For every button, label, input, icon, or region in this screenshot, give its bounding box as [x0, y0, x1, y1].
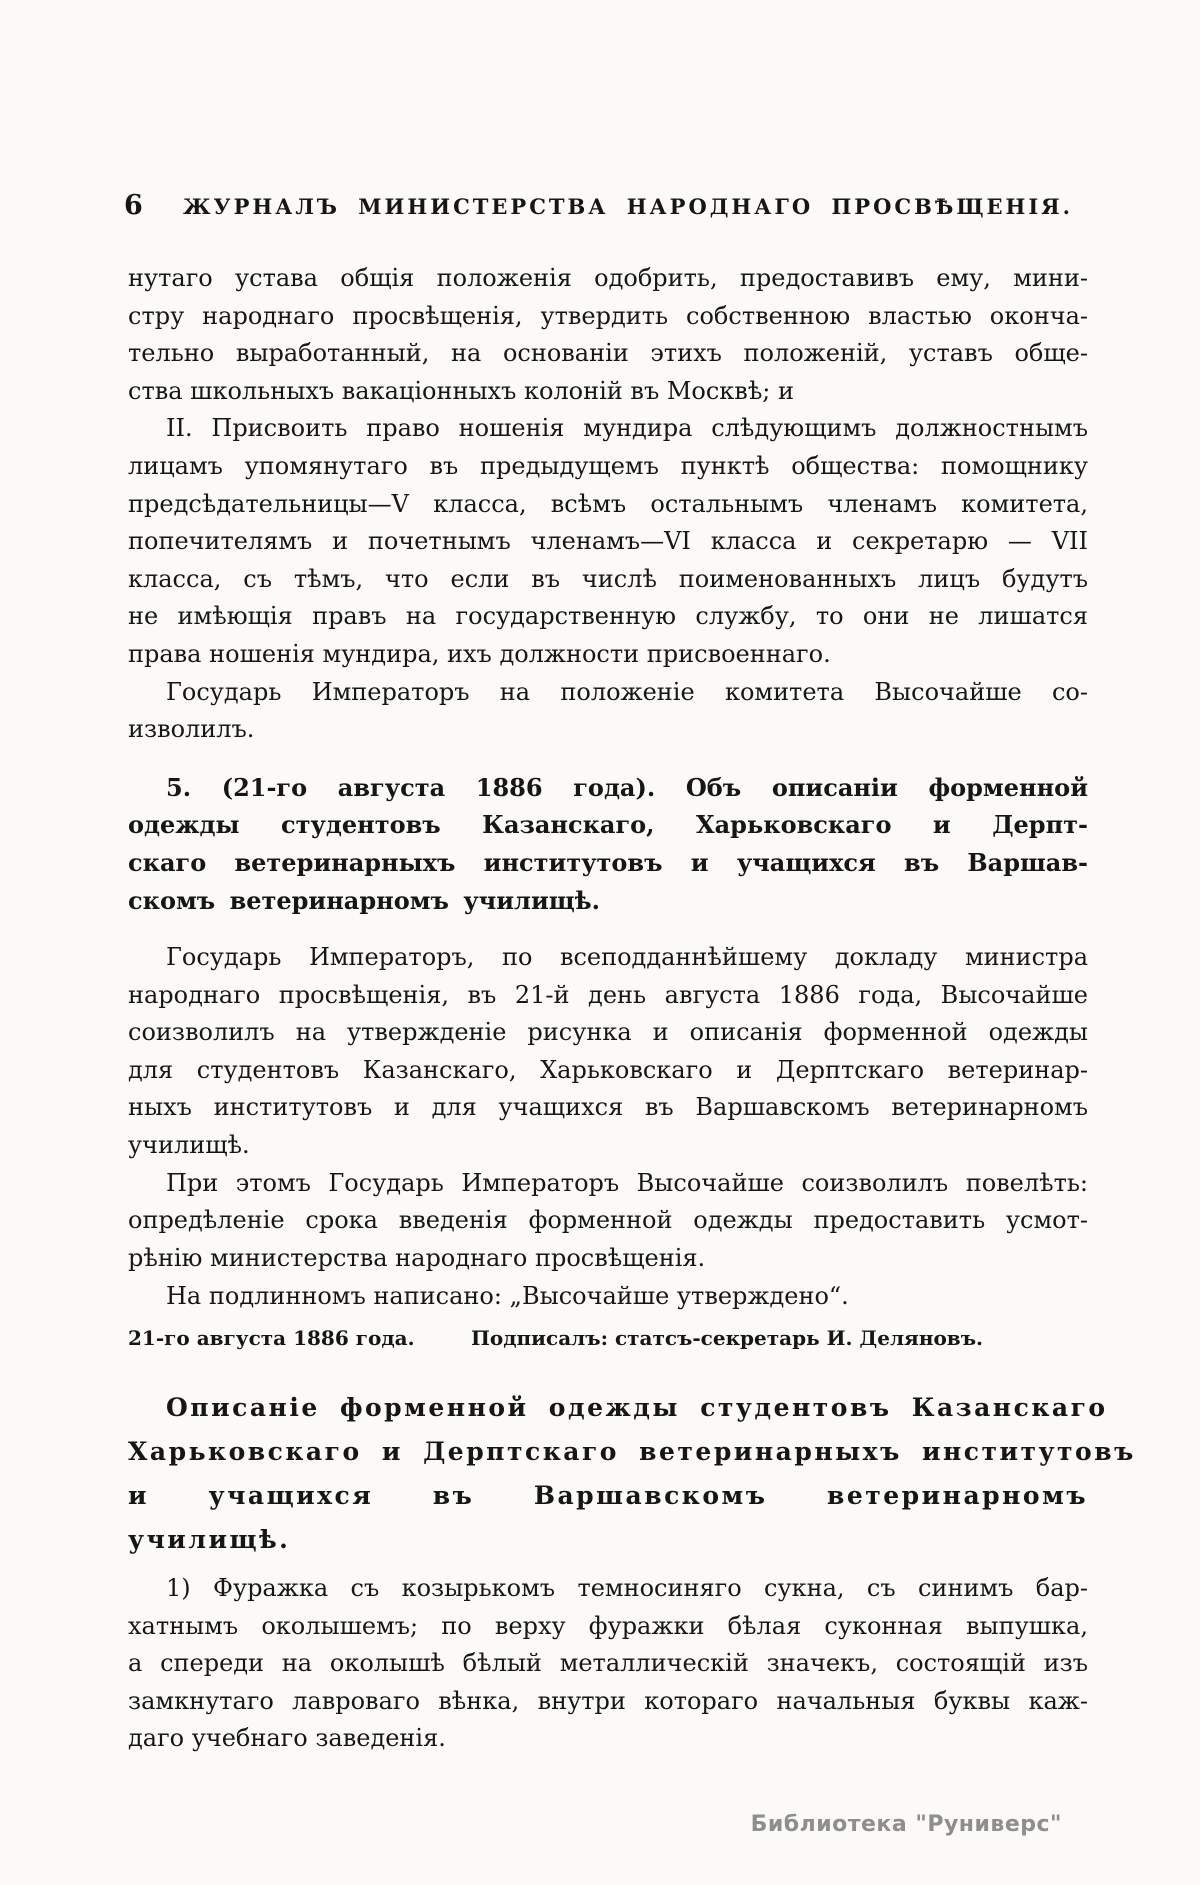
text-line: Описаніе форменной одежды студентовъ Казанскаго: [166, 1393, 1108, 1423]
paragraph-term-determination: [128, 1165, 1088, 1278]
paragraph-original-inscription: [128, 1278, 1088, 1316]
text-line: изволилъ.: [128, 715, 255, 744]
text-line: а спереди на околышѣ бѣлый металлическій значекъ, состоящій изъ: [128, 1649, 1088, 1678]
text-line: Государь Императоръ на положеніе комитета Высочайше со-: [166, 677, 1088, 706]
text-line: Харьковскаго и Дерптскаго ветеринарныхъ институтовъ: [128, 1437, 1136, 1467]
text-line: попечителямъ и почетнымъ членамъ—VI класса и секретарю — VII: [128, 527, 1088, 556]
text-line: соизволилъ на утвержденіе рисунка и описанія форменной одежды: [128, 1018, 1088, 1047]
signature-date: 21-го августа 1886 года.: [128, 1326, 415, 1351]
signature-name: Подписалъ: статсъ-секретарь И. Деляновъ.: [470, 1326, 983, 1351]
text-line: класса, съ тѣмъ, что если въ числѣ поименованныхъ лицъ будутъ: [128, 564, 1088, 593]
heading-uniform-description: [128, 1386, 1136, 1562]
paragraph-decree-item-2: [128, 410, 1088, 673]
text-line: стру народнаго просвѣщенія, утвердить собственною властью оконча-: [128, 301, 1088, 330]
page-number: 6: [124, 190, 143, 221]
text-line: замкнутаго лавроваго вѣнка, внутри котораго начальныя буквы каж-: [128, 1686, 1088, 1715]
text-line: не имѣющія правъ на государственную службу, то они не лишатся: [128, 602, 1088, 631]
text-line: ныхъ институтовъ и для учащихся въ Варшавскомъ ветеринарномъ: [128, 1093, 1088, 1122]
text-line: тельно выработанный, на основаніи этихъ положеній, уставъ обще-: [128, 339, 1088, 368]
signature-row: [128, 1323, 1088, 1353]
text-line: нутаго устава общія положенія одобрить, предоставивъ ему, мини-: [128, 264, 1088, 292]
text-line: 5. (21-го августа 1886 года). Объ описаніи форменной: [166, 772, 1088, 802]
paragraph-intro-continuation: [128, 260, 1088, 410]
text-line: лицамъ упомянутаго въ предыдущемъ пунктѣ общества: помощнику: [128, 451, 1088, 480]
text-line: опредѣленіе срока введенія форменной одежды предоставить усмот-: [128, 1206, 1088, 1235]
heading-decree-item-5: [128, 769, 1088, 919]
text-line: даго учебнаго заведенія.: [128, 1724, 446, 1753]
running-header: [124, 190, 1088, 230]
text-line: 1) Фуражка съ козырькомъ темносиняго сукна, съ синимъ бар-: [166, 1574, 1088, 1603]
text-line: При этомъ Государь Императоръ Высочайше соизволилъ повелѣть:: [166, 1168, 1088, 1197]
text-line: права ношенія мундира, ихъ должности присвоеннаго.: [128, 639, 831, 668]
text-line: рѣнію министерства народнаго просвѣщенія.: [128, 1243, 706, 1272]
text-line: предсѣдательницы—V класса, всѣмъ остальнымъ членамъ комитета,: [128, 489, 1088, 518]
text-line: училищѣ.: [128, 1131, 250, 1160]
text-line: для студентовъ Казанскаго, Харьковскаго и Дерптскаго ветеринар-: [128, 1055, 1088, 1084]
text-line: II. Присвоить право ношенія мундира слѣдующимъ должностнымъ: [166, 414, 1088, 443]
text-line: скаго ветеринарныхъ институтовъ и учащихся въ Варшав-: [128, 847, 1088, 877]
text-line: народнаго просвѣщенія, въ 21-й день августа 1886 года, Высочайше: [128, 980, 1088, 1009]
text-line: На подлинномъ написано: „Высочайше утверждено“.: [166, 1282, 849, 1311]
paragraph-imperial-approval: [128, 939, 1088, 1165]
text-column: [124, 190, 1136, 1758]
text-line: ства школьныхъ вакаціонныхъ колоній въ Москвѣ; и: [128, 376, 794, 405]
running-title: ЖУРНАЛЪ МИНИСТЕРСТВА НАРОДНАГО ПРОСВѢЩЕНІЯ.: [183, 194, 1073, 219]
library-watermark: Библиотека "Руниверс": [750, 1812, 1062, 1837]
paragraph-uniform-item-1: [128, 1570, 1088, 1758]
paragraph-decree-assent: [128, 674, 1088, 749]
text-line: одежды студентовъ Казанскаго, Харьковскаго и Дерпт-: [128, 810, 1088, 840]
text-line: хатнымъ околышемъ; по верху фуражки бѣлая суконная выпушка,: [128, 1611, 1088, 1640]
text-line: и учащихся въ Варшавскомъ ветеринарномъ училищѣ.: [128, 1481, 1088, 1555]
text-line: скомъ ветеринарномъ училищѣ.: [128, 885, 600, 915]
text-line: Государь Императоръ, по всеподданнѣйшему докладу министра: [166, 943, 1088, 972]
